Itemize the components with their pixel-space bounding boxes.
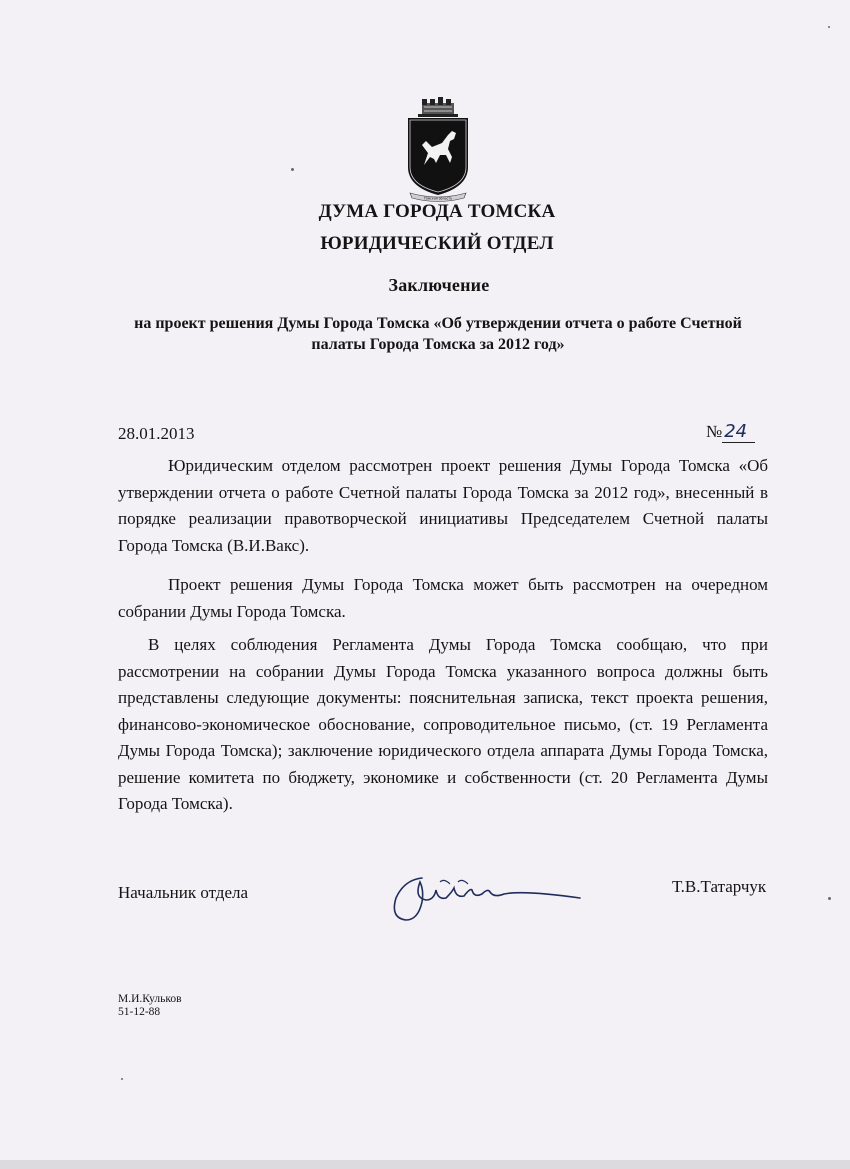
org-name: ДУМА ГОРОДА ТОМСКА [318, 201, 556, 222]
document-body [118, 453, 768, 818]
document-date: 28.01.2013 [118, 424, 195, 443]
executor-phone: 51-12-88 [118, 1006, 161, 1018]
executor-info [118, 993, 182, 1019]
signatory-name: Т.В.Татарчук [672, 877, 767, 896]
paragraph: Проект решения Думы Города Томска может быть рассмотрен на очередном собрании Думы Города Томска. [118, 575, 768, 621]
document-number [706, 421, 755, 442]
document-subject: на проект решения Думы Города Томска «Об утверждении отчета о работе Счетной палаты Города Томска за 2012 год» [134, 315, 742, 353]
document-type: Заключение [388, 275, 490, 295]
scan-speck [121, 1078, 123, 1080]
scan-speck [291, 168, 294, 171]
number-handwritten: 24 [722, 421, 755, 443]
scan-speck [828, 26, 830, 28]
executor-name: М.И.Кульков [118, 993, 182, 1005]
department-name: ЮРИДИЧЕСКИЙ ОТДЕЛ [320, 233, 554, 254]
handwritten-signature-icon [384, 868, 584, 924]
scan-bottom-edge [0, 1160, 850, 1169]
scan-speck [828, 897, 831, 900]
number-prefix: № [706, 422, 723, 441]
signatory-role: Начальник отдела [118, 883, 249, 902]
paragraph: Юридическим отделом рассмотрен проект решения Думы Города Томска «Об утверждении отчета о работе Счетной палаты Города Томска за 2012 год», внесенный в порядке реализации правотворческой инициативы Председателем Счетной палаты Города Томска (В.И.Вакс). [118, 456, 768, 555]
emblem-motto: Томская область [423, 196, 453, 201]
paragraph: В целях соблюдения Регламента Думы Города Томска сообщаю, что при рассмотрении на собрании Думы Города Томска указанного вопроса должны быть представлены следующие документы: пояснительная записка, текст проекта решения, финансово-экономическое обоснование, сопроводительное письмо, (ст. 19 Регламента Думы Города Томска); заключение юридического отдела аппарата Думы Города Томска, решение комитета по бюджету, экономике и собственности (ст. 20 Регламента Думы Города Томска). [118, 635, 768, 813]
tomsk-coat-of-arms-icon [400, 97, 476, 205]
